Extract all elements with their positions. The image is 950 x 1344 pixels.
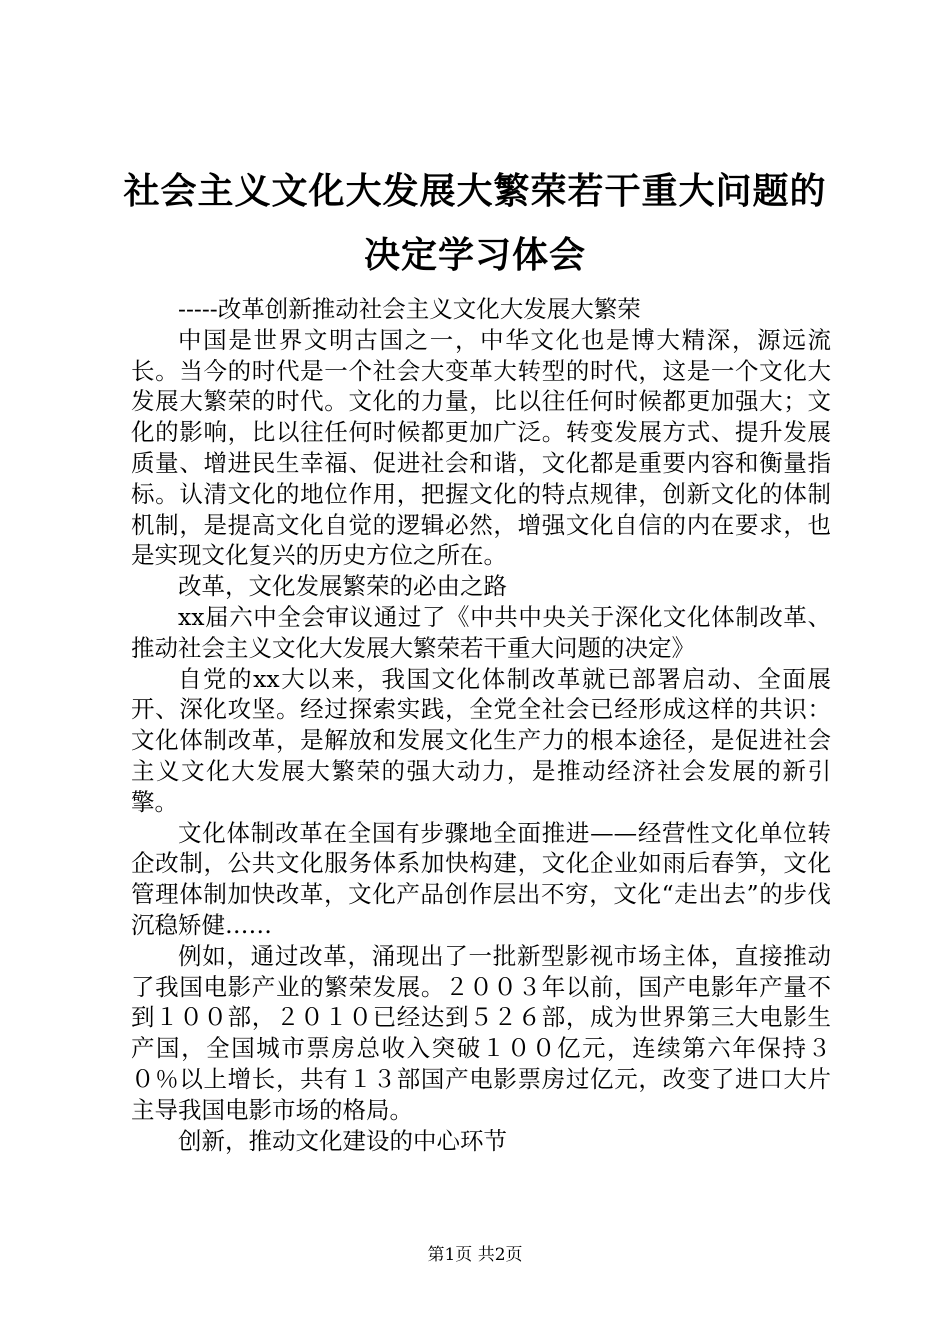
paragraph: 自党的xx大以来，我国文化体制改革就已部署启动、全面展开、深化攻坚。经过探索实践，全党全社会已经形成这样的共识：文化体制改革，是解放和发展文化生产力的根本途径，是促进社会主义文化大发展大繁荣的强大动力，是推动经济社会发展的新引擎。: [131, 664, 831, 816]
page-number-footer: 第1页 共2页: [427, 1245, 523, 1265]
section-heading: 改革，文化发展繁荣的必由之路: [178, 572, 507, 601]
paragraph: 文化体制改革在全国有步骤地全面推进——经营性文化单位转企改制，公共文化服务体系加快构建，文化企业如雨后春笋，文化管理体制加快改革，文化产品创作层出不穷，文化“走出去”的步伐沉稳矫健……: [131, 818, 831, 939]
document-subtitle: -----改革创新推动社会主义文化大发展大繁荣: [178, 295, 641, 323]
section-heading: 创新，推动文化建设的中心环节: [178, 1126, 507, 1155]
paragraph: 中国是世界文明古国之一，中华文化也是博大精深，源远流长。当今的时代是一个社会大变革大转型的时代，这是一个文化大发展大繁荣的时代。文化的力量，比以往任何时候都更加强大；文化的影响，比以往任何时候都更加广泛。转变发展方式、提升发展质量、增进民生幸福、促进社会和谐，文化都是重要内容和衡量指标。认清文化的地位作用，把握文化的特点规律，创新文化的体制机制，是提高文化自觉的逻辑必然，增强文化自信的内在要求，也是实现文化复兴的历史方位之所在。: [131, 325, 831, 570]
paragraph: xx届六中全会审议通过了《中共中央关于深化文化体制改革、推动社会主义文化大发展大繁荣若干重大问题的决定》: [131, 602, 831, 662]
document-body: [131, 294, 831, 1156]
document-title: 社会主义文化大发展大繁荣若干重大问题的决定学习体会: [123, 171, 827, 276]
paragraph: 例如，通过改革，涌现出了一批新型影视市场主体，直接推动了我国电影产业的繁荣发展。２００３年以前，国产电影年产量不到１００部，２０１０已经达到５２６部，成为世界第三大电影生产国，全国城市票房总收入突破１００亿元，连续第六年保持３０％以上增长，共有１３部国产电影票房过亿元，改变了进口大片主导我国电影市场的格局。: [131, 941, 831, 1124]
